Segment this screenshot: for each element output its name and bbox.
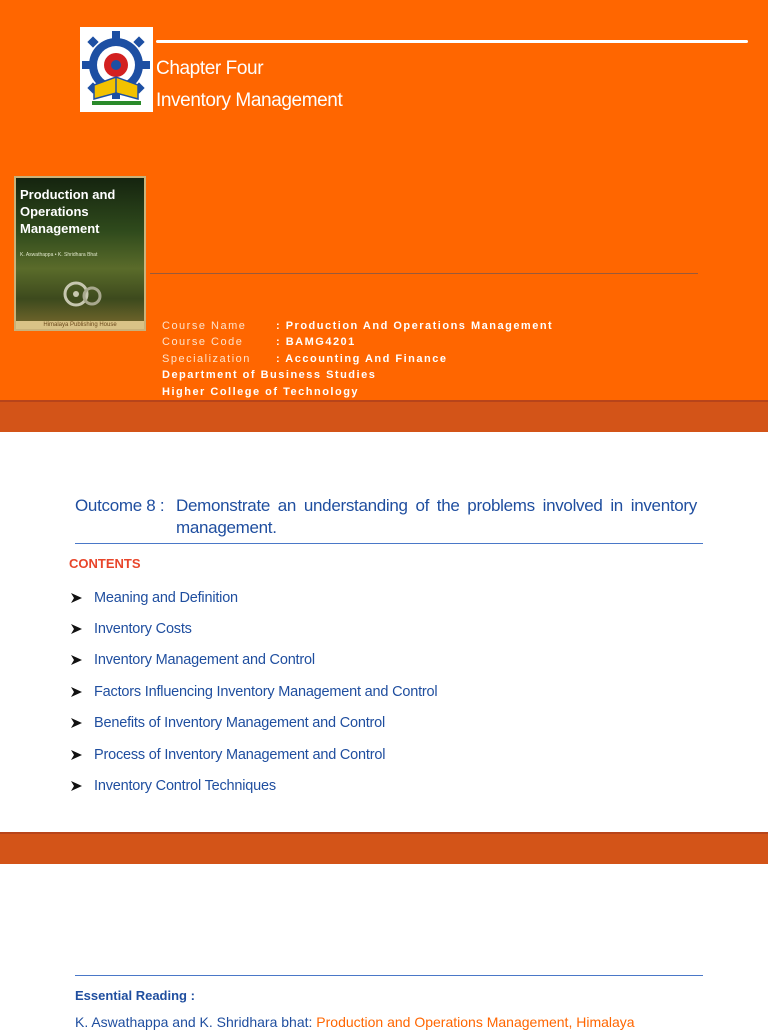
book-title-line: Production and bbox=[20, 187, 116, 202]
course-name-label: Course Name bbox=[162, 320, 247, 332]
reference-author: K. Aswathappa and K. Shridhara bhat: bbox=[75, 1014, 313, 1030]
specialization-label: Specialization bbox=[162, 352, 251, 365]
specialization-value: : Accounting And Finance bbox=[276, 352, 448, 365]
department-name: Department of Business Studies bbox=[162, 369, 377, 382]
list-item bbox=[70, 645, 437, 676]
list-item bbox=[70, 582, 437, 613]
title-rule bbox=[156, 40, 748, 43]
arrow-bullet-icon bbox=[70, 654, 83, 666]
contents-list bbox=[70, 582, 437, 802]
course-info bbox=[162, 320, 554, 402]
list-item-label: Inventory Control Techniques bbox=[94, 778, 276, 795]
outcome-text: Demonstrate an understanding of the problems involved in inventory management. bbox=[176, 496, 697, 537]
list-item-label: Process of Inventory Management and Control bbox=[94, 746, 386, 763]
info-divider bbox=[150, 273, 698, 274]
essential-reading-heading: Essential Reading : bbox=[75, 988, 195, 1003]
book-title-line: Operations bbox=[20, 204, 89, 219]
reading-divider bbox=[75, 975, 703, 976]
course-code-value: : BAMG4201 bbox=[276, 336, 356, 349]
slide-separator bbox=[0, 832, 768, 864]
list-item bbox=[70, 676, 437, 707]
gear-illustration-icon bbox=[58, 274, 108, 314]
arrow-bullet-icon bbox=[70, 686, 83, 698]
chapter-number: Chapter Four bbox=[156, 58, 264, 79]
arrow-bullet-icon bbox=[70, 623, 83, 635]
gear-book-emblem-icon bbox=[80, 27, 153, 112]
college-name: Higher College of Technology bbox=[162, 385, 360, 398]
chapter-title: Inventory Management bbox=[156, 90, 343, 111]
book-title-line: Management bbox=[20, 221, 100, 236]
arrow-bullet-icon bbox=[70, 749, 83, 761]
reference-book: Production and Operations Management, Himalaya bbox=[316, 1014, 635, 1030]
list-item-label: Inventory Costs bbox=[94, 621, 192, 638]
book-cover bbox=[14, 176, 146, 331]
college-logo bbox=[80, 27, 153, 112]
reference-entry bbox=[75, 1014, 635, 1030]
slide-separator bbox=[0, 400, 768, 432]
course-code-label: Course Code bbox=[162, 336, 244, 349]
course-name-row bbox=[162, 320, 554, 336]
outcome-divider bbox=[75, 543, 703, 544]
list-item bbox=[70, 613, 437, 644]
book-publisher: Himalaya Publishing House bbox=[16, 321, 144, 329]
chapter-heading bbox=[156, 53, 342, 117]
list-item-label: Factors Influencing Inventory Management and Control bbox=[94, 683, 438, 700]
outcome-label: Outcome 8 : bbox=[75, 496, 165, 515]
arrow-bullet-icon bbox=[70, 717, 83, 729]
list-item-label: Meaning and Definition bbox=[94, 589, 238, 606]
specialization-row bbox=[162, 352, 448, 369]
list-item bbox=[70, 770, 437, 801]
book-cover-title bbox=[20, 186, 144, 237]
contents-heading: CONTENTS bbox=[69, 556, 141, 571]
list-item bbox=[70, 739, 437, 770]
course-code-row bbox=[162, 336, 376, 352]
list-item bbox=[70, 708, 437, 739]
list-item-label: Inventory Management and Control bbox=[94, 652, 315, 669]
title-slide bbox=[0, 0, 768, 400]
arrow-bullet-icon bbox=[70, 780, 83, 792]
arrow-bullet-icon bbox=[70, 592, 83, 604]
list-item-label: Benefits of Inventory Management and Control bbox=[94, 715, 386, 732]
book-authors: K. Aswathappa • K. Shridhara Bhat bbox=[20, 252, 98, 258]
course-name-value: : Production And Operations Management bbox=[276, 320, 554, 332]
